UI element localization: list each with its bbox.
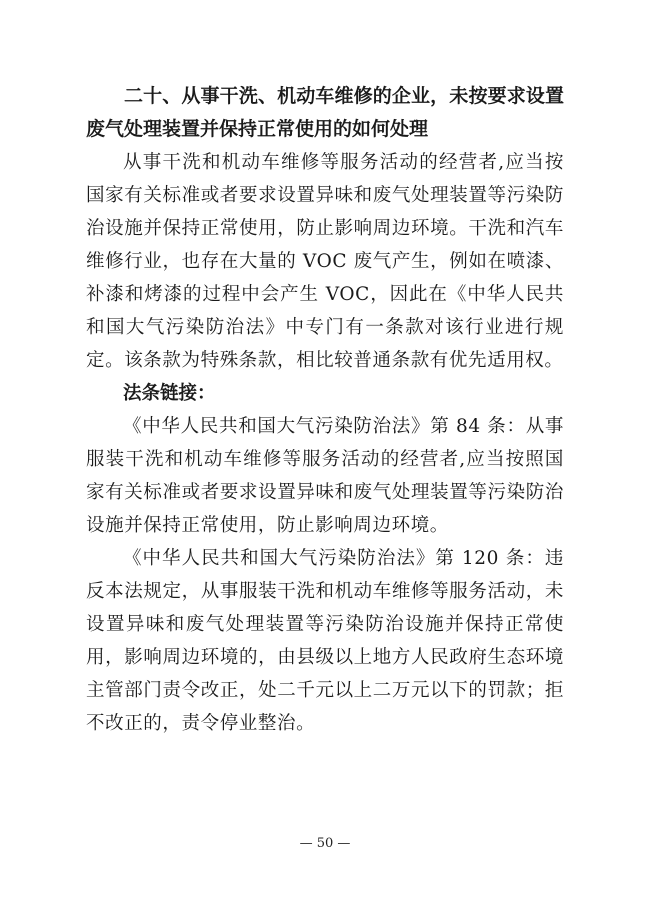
law-article-84: 《中华人民共和国大气污染防治法》第 84 条：从事服装干洗和机动车维修等服务活动的经营者,应当按照国家有关标准或者要求设置异味和废气处理装置等污染防治设施并保持正常使用，防止影响周边环境。 xyxy=(86,416,564,536)
section-heading: 二十、从事干洗、机动车维修的企业，未按要求设置废气处理装置并保持正常使用的如何处理 xyxy=(86,85,564,140)
page-number: — 50 — xyxy=(299,836,351,851)
page-content xyxy=(86,80,564,740)
law-link-label: 法条链接： xyxy=(123,383,216,404)
body-paragraph: 从事干洗和机动车维修等服务活动的经营者,应当按国家有关标准或者要求设置异味和废气处理装置等污染防治设施并保持正常使用，防止影响周边环境。干洗和汽车维修行业，也存在大量的 VOC 废气产生，例如在喷漆、补漆和烤漆的过程中会产生 VOC，因此在《中华人民共和国大气污染防治法》中专门有一条款对该行业进行规定。该条款为特殊条款，相比较普通条款有优先适用权。 xyxy=(86,152,564,371)
law-article-120: 《中华人民共和国大气污染防治法》第 120 条：违反本法规定，从事服装干洗和机动车维修等服务活动，未设置异味和废气处理装置等污染防治设施并保持正常使用，影响周边环境的，由县级以上地方人民政府生态环境主管部门责令改正，处二千元以上二万元以下的罚款；拒不改正的，责令停业整治。 xyxy=(86,548,564,734)
